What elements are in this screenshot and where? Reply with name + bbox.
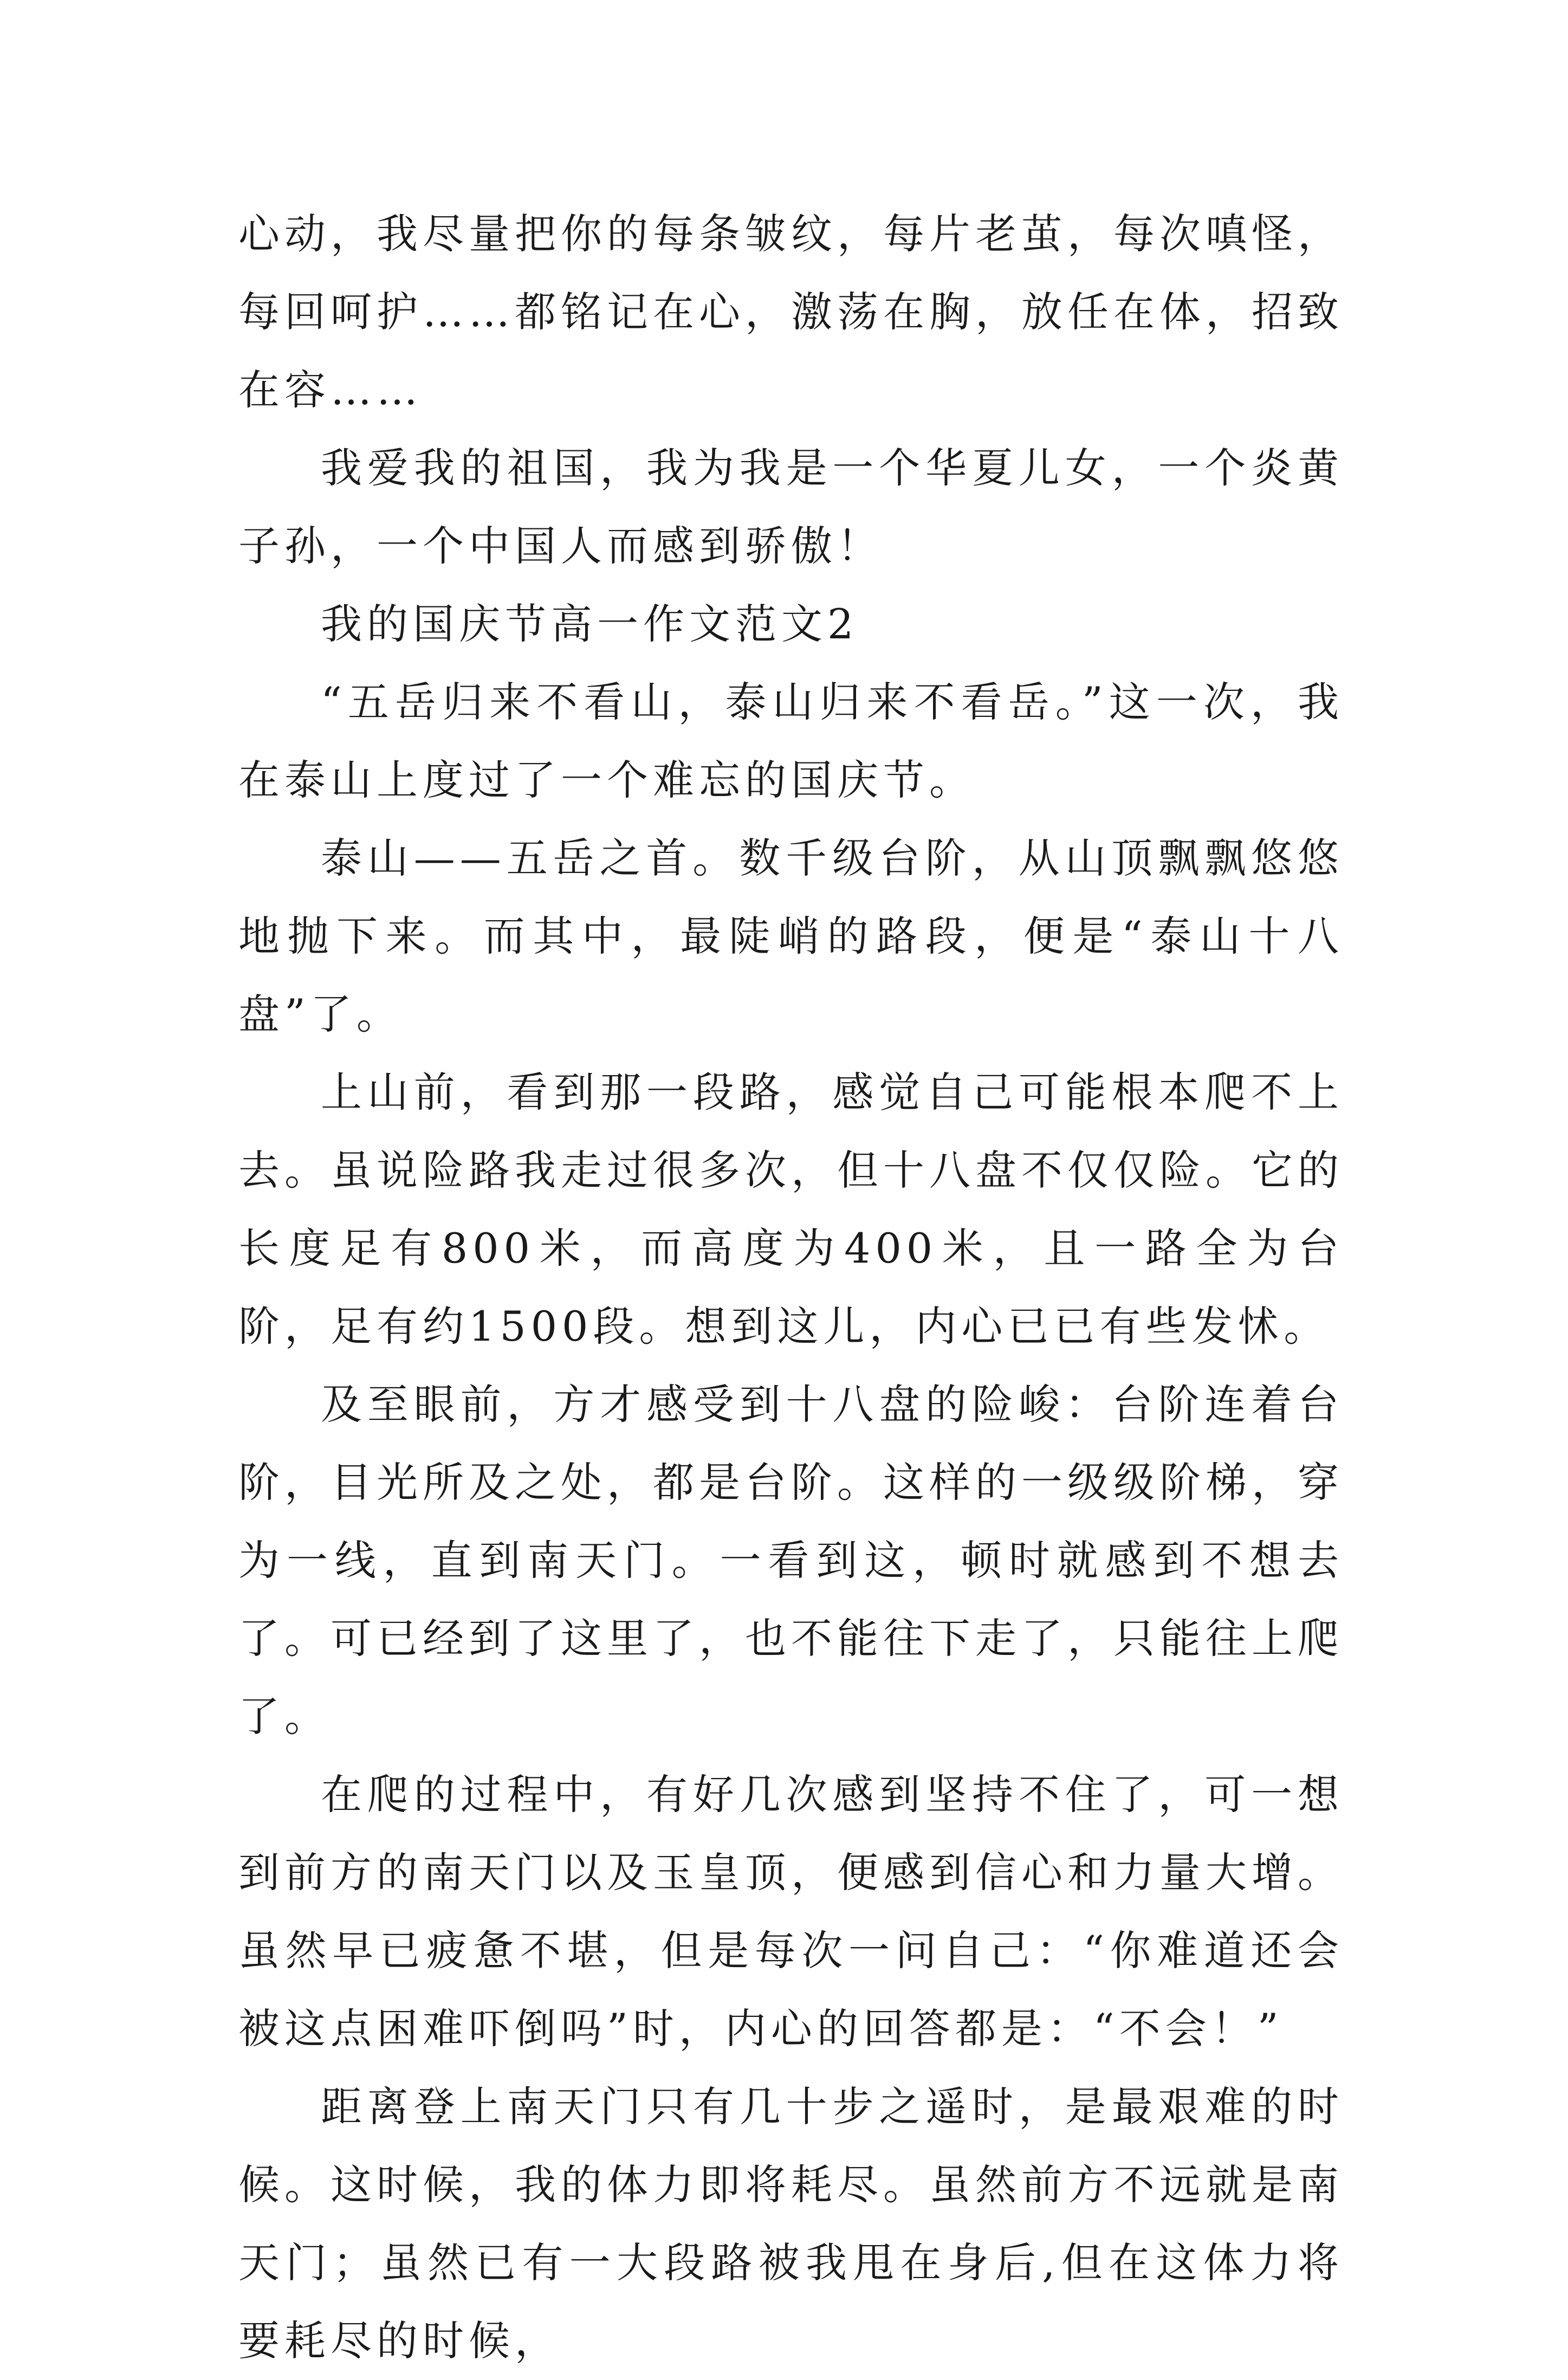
paragraph-6: 及至眼前，方才感受到十八盘的险峻：台阶连着台阶，目光所及之处，都是台阶。这样的一级级阶梯，穿为一线，直到南天门。一看到这，顿时就感到不想去了。可已经到了这里了，也不能往下走了，只能往上爬了。 (238, 1380, 1344, 1741)
paragraph-5: 上山前，看到那一段路，感觉自己可能根本爬不上去。虽说险路我走过很多次，但十八盘不仅仅险。它的长度足有800米，而高度为400米，且一路全为台阶，足有约1500段。想到这儿，内心已已有些发怵。 (238, 1068, 1344, 1350)
paragraph-7: 在爬的过程中，有好几次感到坚持不住了，可一想到前方的南天门以及玉皇顶，便感到信心和力量大增。虽然早已疲惫不堪，但是每次一问自己：“你难道还会被这点困难吓倒吗”时，内心的回答都是：“不会！” (238, 1770, 1344, 2053)
paragraph-4: 泰山——五岳之首。数千级台阶，从山顶飘飘悠悠地抛下来。而其中，最陡峭的路段，便是“泰山十八盘”了。 (238, 834, 1344, 1038)
section-heading: 我的国庆节高一作文范文2 (321, 600, 859, 648)
paragraph-3: “五岳归来不看山，泰山归来不看岳。”这一次，我在泰山上度过了一个难忘的国庆节。 (238, 678, 1344, 804)
paragraph-2: 我爱我的祖国，我为我是一个华夏儿女，一个炎黄子孙，一个中国人而感到骄傲！ (238, 444, 1344, 570)
paragraph-8: 距离登上南天门只有几十步之遥时，是最艰难的时候。这时候，我的体力即将耗尽。虽然前方不远就是南天门；虽然已有一大段路被我甩在身后,但在这体力将要耗尽的时候， (238, 2082, 1344, 2365)
document-body (238, 195, 1344, 2380)
paragraph-1: 心动，我尽量把你的每条皱纹，每片老茧，每次嗔怪，每回呵护……都铭记在心，激荡在胸，放任在体，招致在容…… (238, 210, 1344, 414)
